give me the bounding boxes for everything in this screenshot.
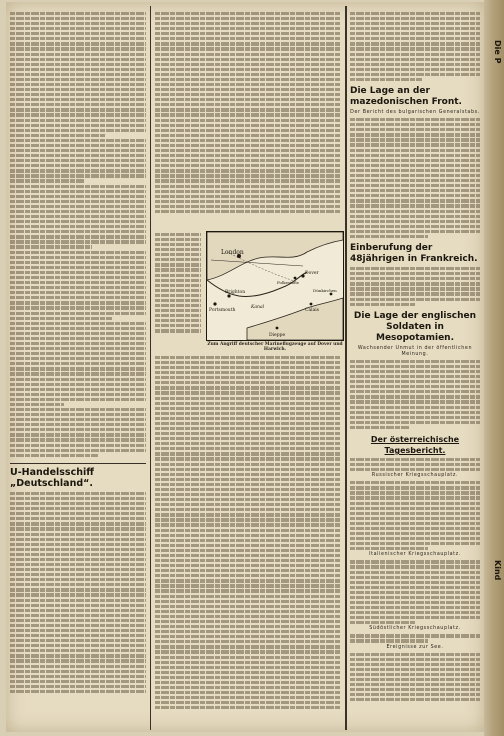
column-1 [10,10,146,730]
adjacent-page-edge [484,0,504,736]
section-label: Italienischer Kriegsschauplatz. [369,552,461,558]
column-rule [345,6,347,730]
headline-oesterreichischer-tagesbericht: Der österreichische Tagesbericht. [370,435,460,456]
map-city-marker [294,277,297,280]
map-caption: Zum Angriff deutscher Marineflugzeuge auf Dover und Harwich. [207,342,343,352]
subheadline: Wachsender Unmut in der öffentlichen Meinung. [357,345,473,357]
headline-englische-soldaten: Die Lage der englischen Soldaten in Mesopotamien. [353,310,477,343]
map-city-marker [213,302,216,305]
map-label-calais: Calais [305,308,319,313]
adjacent-page-text: Kind [493,560,502,581]
column-2-beside-map [155,231,201,341]
section-label: Ereignisse zur See. [386,644,444,650]
map-figure [206,231,344,341]
headline-einberufung: Einberufung der 48jährigen in Frankreich. [350,243,478,265]
section-label: Südöstlicher Kriegsschauplatz. [369,626,461,632]
map-label-dunkirchen: Dünkirchen [313,288,337,293]
map-label-dover: Dover [305,271,319,276]
headline-mazedonische-front: Die Lage an der mazedonischen Front. [350,86,462,108]
map-label-london: London [221,249,244,256]
map-label-brighton: Brighton [225,290,246,295]
newspaper-page [6,2,484,732]
column-2-upper [155,10,341,224]
map-graphic [207,232,343,340]
map-label-dieppe: Dieppe [269,333,286,338]
map-city-marker [310,303,313,306]
column-rule [150,6,151,730]
map-label-sea: Kanal [251,305,265,310]
subheadline: Der Bericht des bulgarischen Generalstabs. [350,110,480,116]
text-block [10,492,146,693]
map-label-folkestone: Folkestone [277,280,300,285]
adjacent-page-text: Die P [493,40,502,64]
text-block [10,12,146,457]
map-city-marker [330,293,333,296]
map-label-portsmouth: Portsmouth [209,308,236,313]
section-label: Russischer Kriegsschauplatz. [371,473,459,479]
section-heading: U-Handelsschiff „Deutschland“. [10,463,146,489]
column-3 [350,10,480,730]
map-city-marker [276,327,279,330]
column-2-lower [155,354,341,726]
